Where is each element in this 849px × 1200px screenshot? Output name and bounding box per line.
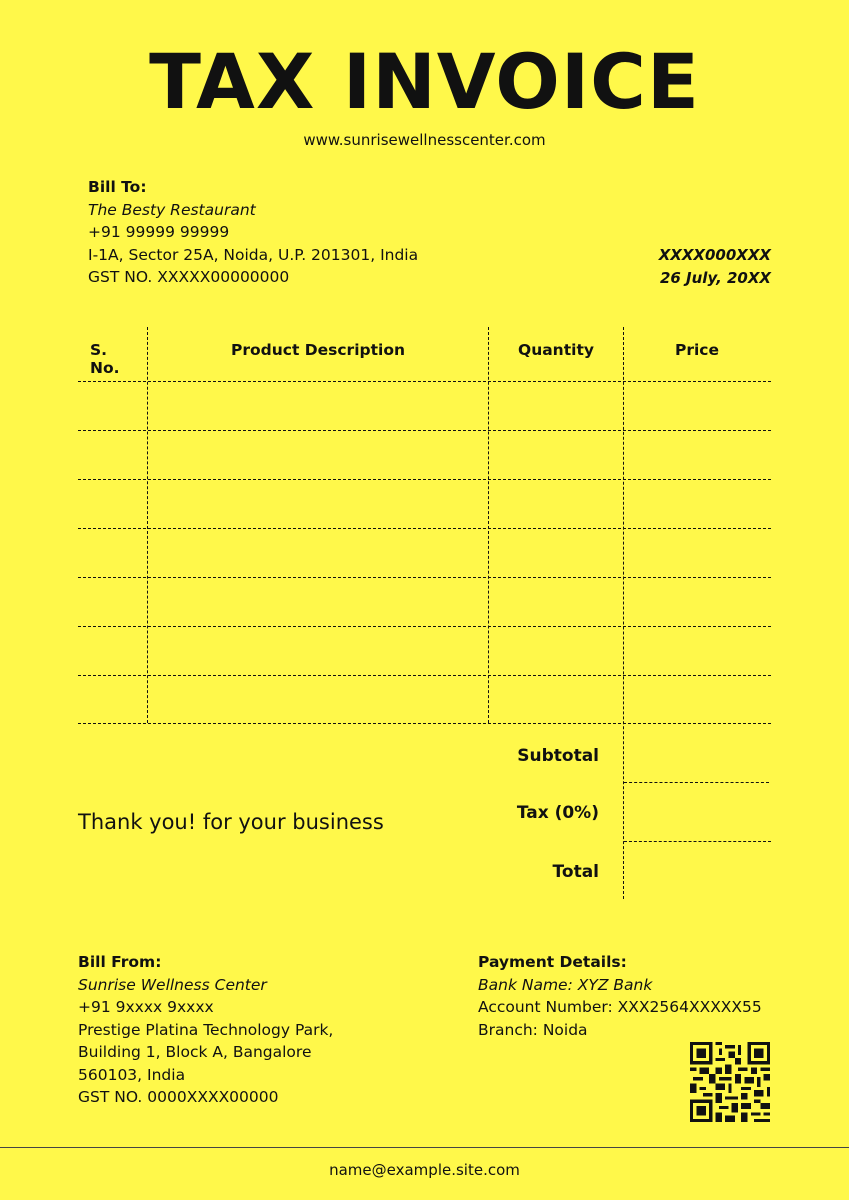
table-row-divider <box>78 381 771 382</box>
bill-from-section <box>78 951 333 1109</box>
bill-to-address: I-1A, Sector 25A, Noida, U.P. 201301, India <box>88 245 419 264</box>
bill-to-gst: GST NO. XXXXX00000000 <box>88 268 290 286</box>
bill-to-section <box>88 176 418 289</box>
table-row-divider <box>78 479 771 480</box>
bill-from-label: Bill From: <box>78 953 162 971</box>
table-row-divider <box>78 528 771 529</box>
qr-code-icon <box>690 1042 770 1122</box>
table-row-divider <box>78 626 771 627</box>
payment-bank: Bank Name: XYZ Bank <box>478 975 653 994</box>
page-title: TAX INVOICE <box>149 37 700 126</box>
table-column-divider <box>488 327 489 723</box>
totals-divider <box>624 782 769 783</box>
bill-from-gst: GST NO. 0000XXXX00000 <box>78 1088 279 1106</box>
total-label: Total <box>552 862 599 882</box>
subtotal-label: Subtotal <box>517 746 599 766</box>
bill-from-address-line1: Prestige Platina Technology Park, <box>78 1020 334 1039</box>
column-header-price: Price <box>674 341 720 359</box>
bill-to-label: Bill To: <box>88 178 147 196</box>
bill-to-name: The Besty Restaurant <box>88 200 256 219</box>
website-link[interactable]: www.sunrisewellnesscenter.com <box>303 131 546 149</box>
column-header-sno: S. No. <box>90 341 120 377</box>
tax-label: Tax (0%) <box>516 803 599 823</box>
bill-from-address-line3: 560103, India <box>78 1065 186 1084</box>
column-header-quantity: Quantity <box>518 341 594 359</box>
totals-divider <box>624 841 771 842</box>
thank-you-message: Thank you! for your business <box>78 810 384 834</box>
payment-account: Account Number: XXX2564XXXXX55 <box>478 998 762 1016</box>
footer-email-link[interactable]: name@example.site.com <box>329 1161 520 1179</box>
table-row-divider <box>78 430 771 431</box>
payment-branch: Branch: Noida <box>478 1020 588 1039</box>
bill-from-name: Sunrise Wellness Center <box>78 975 267 994</box>
bill-from-address-line2: Building 1, Block A, Bangalore <box>78 1043 312 1061</box>
bill-to-phone: +91 99999 99999 <box>88 223 230 241</box>
payment-label: Payment Details: <box>478 953 627 971</box>
invoice-date: 26 July, 20XX <box>659 268 771 287</box>
payment-section <box>478 951 762 1041</box>
column-header-description: Product Description <box>230 341 406 359</box>
bill-from-phone: +91 9xxxx 9xxxx <box>78 998 214 1016</box>
table-column-divider <box>147 327 148 723</box>
table-row-divider <box>78 577 771 578</box>
table-column-divider <box>623 327 624 899</box>
invoice-number: XXXX000XXX <box>658 246 771 264</box>
table-row-divider <box>78 675 771 676</box>
table-row-divider <box>78 723 771 724</box>
footer-divider <box>0 1147 849 1148</box>
invoice-meta <box>659 244 771 289</box>
